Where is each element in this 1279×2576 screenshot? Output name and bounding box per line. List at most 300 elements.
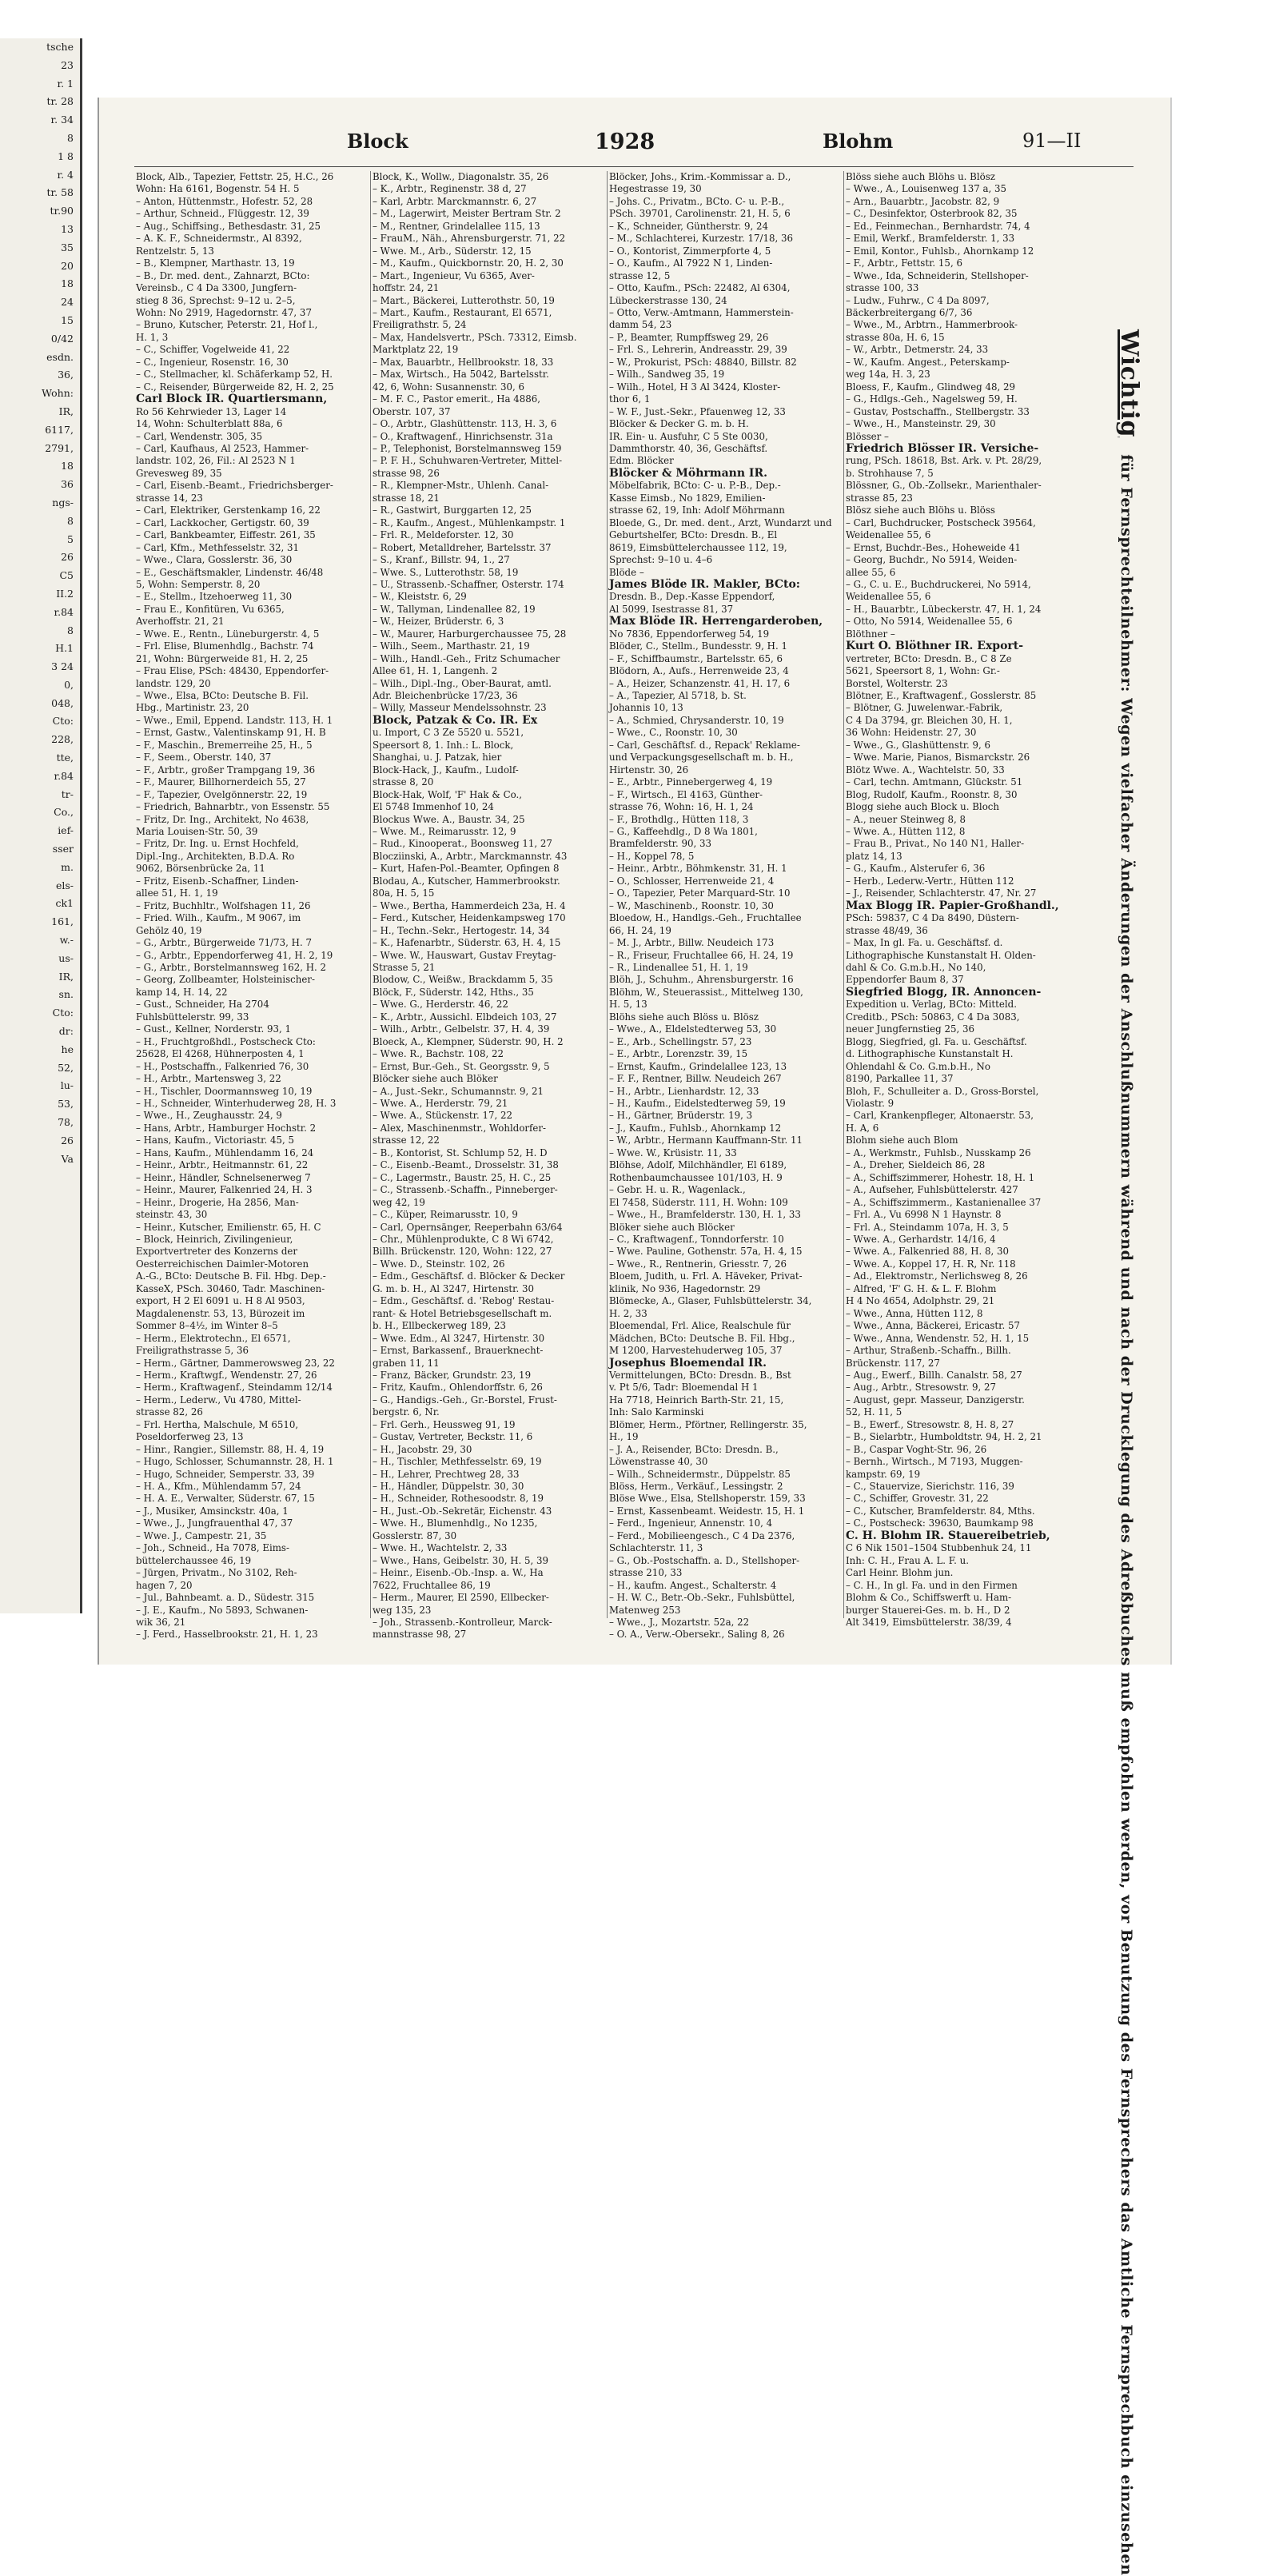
- directory-entry: – H. A., Kfm., Mühlendamm 57, 24: [136, 1481, 301, 1493]
- directory-entry: – Arn., Bauarbtr., Jacobstr. 82, 9: [846, 195, 1000, 207]
- prev-page-fragment: 18: [61, 277, 74, 290]
- directory-entry: Oesterreichischen Daimler-Motoren: [136, 1258, 309, 1270]
- directory-entry: damm 54, 23: [609, 319, 672, 331]
- sidebar-body: für Fernsprechteilnehmer: Wegen vielfacher Änderungen der Anschlußnummern während und nach der Drucklegung des Adreßbuches muß empfohlen werden, vor Benutzung des Fernsprechers das Amtliche Fernsprechbuch einzusehen: [1118, 454, 1135, 2576]
- directory-entry: – Arthur, Straßenb.-Schaffn., Billh.: [846, 1345, 1011, 1357]
- directory-entry: – C. H., In gl. Fa. und in den Firmen: [846, 1579, 1018, 1591]
- directory-entry: – Wwe. E., Rentn., Lüneburgerstr. 4, 5: [136, 628, 320, 640]
- directory-entry: – Georg, Buchdr., No 5914, Weiden-: [846, 554, 1018, 566]
- directory-entry: – Wwe., Anna, Hütten 112, 8: [846, 1307, 983, 1319]
- directory-entry: – August, gepr. Masseur, Danzigerstr.: [846, 1394, 1025, 1406]
- directory-entry: – Gust., Kellner, Norderstr. 93, 1: [136, 1023, 292, 1035]
- directory-entry: Block-Hak, Wolf, 'F' Hak & Co.,: [373, 788, 523, 800]
- directory-entry: – O., Kraftwagenf., Hinrichsenstr. 31a: [373, 430, 553, 442]
- directory-entry: – Wwe., Anna, Wendenstr. 52, H. 1, 15: [846, 1332, 1030, 1344]
- page-number: 91—II: [1022, 130, 1082, 152]
- directory-entry: v. Pt 5/6, Tadr: Bloemendal H 1: [609, 1382, 759, 1394]
- prev-page-fragment: he: [61, 1043, 74, 1055]
- directory-entry: C 6 Nik 1501–1504 Stubbenhuk 24, 11: [846, 1542, 1032, 1554]
- directory-entry: – Wwe., Emil, Eppend. Landstr. 113, H. 1: [136, 714, 333, 726]
- directory-entry: – Emil, Kontor., Fuhlsb., Ahornkamp 12: [846, 245, 1034, 257]
- directory-entry: – Mart., Kaufm., Restaurant, El 6571,: [373, 306, 552, 318]
- prev-page-fragment: 53,: [58, 1098, 74, 1111]
- directory-entry: – Wwe., H., Bramfelderstr. 130, H. 1, 33: [609, 1209, 801, 1221]
- directory-entry: strasse 12, 22: [373, 1134, 440, 1146]
- directory-entry: – H., Just.-Ob.-Sekretär, Eichenstr. 43: [373, 1505, 552, 1517]
- directory-entry: PSch: 59837, C 4 Da 8490, Düstern-: [846, 912, 1019, 924]
- prev-page-fragment: 2791,: [45, 441, 74, 454]
- directory-entry: – Otto, No 5914, Weidenallee 55, 6: [846, 616, 1013, 628]
- directory-entry: Sommer 8–4½, im Winter 8–5: [136, 1320, 278, 1332]
- directory-entry: Blötner, E., Kraftwagenf., Gosslerstr. 85: [846, 690, 1037, 702]
- directory-entry: – Wwe. D., Steinstr. 102, 26: [373, 1258, 505, 1270]
- directory-entry: – Wwe., A., Louisenweg 137 a, 35: [846, 183, 1007, 195]
- directory-entry: – P., Beamter, Rumpffsweg 29, 26: [609, 331, 769, 343]
- directory-entry: – A., Tapezier, Al 5718, b. St.: [609, 690, 747, 702]
- directory-entry: Max Blogg IR. Papier-Großhandl.,: [846, 899, 1059, 912]
- directory-entry: Blöcker & Möhrmann IR.: [609, 466, 767, 480]
- directory-entry: – O. A., Verw.-Obersekr., Saling 8, 26: [609, 1629, 785, 1641]
- prev-page-fragment: r. 4: [57, 168, 74, 181]
- directory-entry: – Heinr., Kutscher, Emilienstr. 65, H. C: [136, 1221, 321, 1233]
- directory-entry: 80a, H. 5, 15: [373, 887, 435, 899]
- directory-entry: thor 6, 1: [609, 393, 651, 405]
- directory-entry: Bloeck, A., Klempner, Süderstr. 90, H. 2: [373, 1035, 564, 1047]
- directory-entry: – H. A. E., Verwalter, Süderstr. 67, 15: [136, 1493, 315, 1505]
- directory-entry: Blöss, Herm., Verkäuf., Lessingstr. 2: [609, 1481, 783, 1493]
- directory-entry: Averhoffstr. 21, 21: [136, 616, 225, 628]
- directory-entry: – Bernh., Wirtsch., M 7193, Muggen-: [846, 1456, 1023, 1468]
- directory-entry: strasse 18, 21: [373, 492, 440, 504]
- directory-entry: – Otto, Kaufm., PSch: 22482, Al 6304,: [609, 282, 791, 294]
- directory-entry: – Aug., Schiffsing., Bethesdastr. 31, 25: [136, 220, 321, 232]
- directory-entry: Blodau, A., Kutscher, Hammerbrookstr.: [373, 875, 560, 887]
- directory-entry: Gosslerstr. 87, 30: [373, 1529, 457, 1541]
- directory-entry: Inh: C. H., Frau A. L. F. u.: [846, 1554, 969, 1566]
- directory-entry: Möbelfabrik, BCto: C- u. P.-B., Dep.-: [609, 480, 781, 492]
- directory-entry: Dresdn. B., Dep.-Kasse Eppendorf,: [609, 591, 775, 603]
- directory-entry: vertreter, BCto: Dresdn. B., C 8 Ze: [846, 652, 1012, 664]
- column-divider: [370, 171, 371, 1618]
- directory-entry: – R., Kaufm., Angest., Mühlenkampstr. 1: [373, 516, 566, 528]
- directory-entry: Block, K., Wollw., Diagonalstr. 35, 26: [373, 171, 549, 182]
- directory-entry: neuer Jungfernstieg 25, 36: [846, 1023, 974, 1035]
- directory-entry: – O., Kaufm., Al 7922 N 1, Linden-: [609, 257, 773, 269]
- directory-entry: – Joh., Schneid., Ha 7078, Eims-: [136, 1542, 289, 1554]
- directory-entry: – Gustav, Postschaffn., Stellbergstr. 33: [846, 405, 1030, 417]
- directory-entry: – F., Arbtr., Fettstr. 15, 6: [846, 257, 962, 269]
- directory-entry: dahl & Co. G.m.b.H., No 140,: [846, 962, 986, 973]
- directory-entry: d. Lithographische Kunstanstalt H.: [846, 1048, 1014, 1060]
- directory-entry: – G., Kaufm., Alsterufer 6, 36: [846, 863, 986, 875]
- directory-entry: Fuhlsbüttelerstr. 99, 33: [136, 1011, 249, 1023]
- directory-entry: landstr. 129, 20: [136, 677, 211, 689]
- directory-entry: Bloemendal, Frl. Alice, Realschule für: [609, 1320, 791, 1332]
- directory-entry: – A., neuer Steinweg 8, 8: [846, 813, 966, 825]
- directory-entry: stieg 8 36, Sprechst: 9–12 u. 2–5,: [136, 294, 296, 306]
- directory-entry: Brückenstr. 117, 27: [846, 1357, 940, 1369]
- directory-entry: strasse 76, Wohn: 16, H. 1, 24: [609, 801, 754, 813]
- prev-page-fragment: lu-: [60, 1079, 74, 1092]
- directory-entry: – Ferd., Ingenieur, Annenstr. 10, 4: [609, 1517, 773, 1529]
- directory-entry: Blömecke, A., Glaser, Fuhlsbüttelerstr. 34,: [609, 1295, 812, 1307]
- directory-entry: – H., kaufm. Angest., Schalterstr. 4: [609, 1579, 777, 1591]
- prev-page-fragment: C5: [59, 569, 74, 582]
- directory-entry: steinstr. 43, 30: [136, 1209, 208, 1221]
- directory-entry: – C., Desinfektor, Osterbrook 82, 35: [846, 208, 1018, 220]
- directory-entry: Borstel, Wolterstr. 23: [846, 677, 948, 689]
- directory-entry: 8190, Parkallee 11, 37: [846, 1073, 954, 1085]
- directory-entry: hagen 7, 20: [136, 1579, 193, 1591]
- directory-entry: – Frl. A., Vu 6998 N 1 Haynstr. 8: [846, 1209, 1002, 1221]
- directory-entry: – S., Kranf., Billstr. 94, 1., 27: [373, 554, 510, 566]
- directory-entry: – Wwe. S., Lutterothstr. 58, 19: [373, 566, 519, 578]
- directory-entry: – Aug., Arbtr., Stresowstr. 9, 27: [846, 1382, 996, 1394]
- prev-page-fragment: II.2: [56, 587, 74, 600]
- directory-entry: – K., Arbtr., Reginenstr. 38 d, 27: [373, 183, 527, 195]
- directory-entry: – H. W. C., Betr.-Ob.-Sekr., Fuhlsbüttel,: [609, 1592, 795, 1604]
- directory-entry: – Wwe., A., Eldelstedterweg 53, 30: [609, 1023, 777, 1035]
- directory-entry: – Wwe. J., Campestr. 21, 35: [136, 1529, 267, 1541]
- directory-entry: – Carl, Kaufhaus, Al 2523, Hammer-: [136, 442, 309, 454]
- directory-entry: – H., Bauarbtr., Lübeckerstr. 47, H. 1, 24: [846, 603, 1042, 615]
- prev-page-fragment: 8: [67, 514, 74, 527]
- directory-entry: – Carl, Krankenpfleger, Altonaerstr. 53,: [846, 1110, 1034, 1122]
- directory-entry: u. Import, C 3 Ze 5520 u. 5521,: [373, 727, 524, 739]
- directory-entry: Block-Hack, J., Kaufm., Ludolf-: [373, 764, 519, 776]
- prev-page-fragment: 8: [67, 131, 74, 144]
- directory-entry: – B., Dr. med. dent., Zahnarzt, BCto:: [136, 269, 310, 281]
- column-4: [846, 171, 1078, 1629]
- prev-page-fragment: 1 8: [58, 150, 74, 162]
- directory-entry: – H., Schneider, Rothesoodstr. 8, 19: [373, 1493, 544, 1505]
- directory-entry: – M., Schlachterei, Kurzestr. 17/18, 36: [609, 233, 794, 245]
- directory-entry: – Ernst, Gastw., Valentinskamp 91, H. B: [136, 727, 326, 739]
- directory-entry: – H., Jacobstr. 29, 30: [373, 1443, 472, 1455]
- prev-page-fragment: ck1: [55, 897, 74, 910]
- prev-page-fragment: 20: [61, 259, 74, 272]
- directory-entry: – Herm., Maurer, El 2590, Ellbecker-: [373, 1592, 549, 1604]
- directory-entry: Rentzelstr. 5, 13: [136, 245, 214, 257]
- directory-entry: KasseX, PSch. 30460, Tadr. Maschinen-: [136, 1282, 325, 1294]
- directory-entry: – Fritz, Dr. Ing., Architekt, No 4638,: [136, 813, 309, 825]
- directory-entry: C. H. Blohm IR. Stauereibetrieb,: [846, 1529, 1050, 1542]
- directory-entry: – Wwe., R., Rentnerin, Griesstr. 7, 26: [609, 1258, 787, 1270]
- directory-entry: – Hinr., Rangier., Sillemstr. 88, H. 4, 19: [136, 1443, 325, 1455]
- directory-entry: – A. K. F., Schneidermstr., Al 8392,: [136, 233, 302, 245]
- directory-entry: – Alex, Maschinenmstr., Wohldorfer-: [373, 1122, 547, 1134]
- directory-entry: Matenweg 253: [609, 1604, 681, 1616]
- column-2: [373, 171, 604, 1641]
- directory-entry: – G., Ob.-Postschaffn. a. D., Stellshoper-: [609, 1554, 800, 1566]
- directory-entry: – W., Tallyman, Lindenallee 82, 19: [373, 603, 536, 615]
- directory-entry: Blöse Wwe., Elsa, Stellshoperstr. 159, 33: [609, 1493, 806, 1505]
- directory-entry: – C., Reisender, Bürgerweide 82, H. 2, 25: [136, 381, 334, 393]
- prev-page-fragment: ngs-: [52, 496, 74, 508]
- prev-page-fragment: els-: [55, 879, 74, 891]
- directory-entry: Blösz siehe auch Blöhs u. Blöss: [846, 504, 995, 516]
- directory-entry: Oberstr. 107, 37: [373, 405, 451, 417]
- directory-entry: Ha 7718, Heinrich Barth-Str. 21, 15,: [609, 1394, 784, 1406]
- directory-entry: – W., Maschinenb., Roonstr. 10, 30: [609, 899, 774, 911]
- directory-entry: – Ad., Elektromstr., Nerlichsweg 8, 26: [846, 1270, 1028, 1282]
- directory-entry: – W., Arbtr., Detmerstr. 24, 33: [846, 344, 989, 356]
- directory-entry: strasse 12, 5: [609, 269, 671, 281]
- directory-entry: Alt 3419, Eimsbüttelerstr. 38/39, 4: [846, 1617, 1012, 1629]
- prev-page-fragment: Cto:: [52, 715, 74, 728]
- directory-entry: – Heinr., Händler, Schnelsenerweg 7: [136, 1171, 311, 1183]
- directory-entry: Löwenstrasse 40, 30: [609, 1456, 708, 1468]
- directory-entry: – Wwe., Anna, Bäckerei, Ericastr. 57: [846, 1320, 1020, 1332]
- header-rule: [134, 166, 1134, 167]
- directory-entry: – Wwe. A., Gerhardstr. 14/16, 4: [846, 1233, 996, 1245]
- directory-entry: – B., Ewerf., Stresowstr. 8, H. 8, 27: [846, 1418, 1014, 1430]
- directory-entry: – C., Postscheck: 39630, Baumkamp 98: [846, 1517, 1034, 1529]
- directory-entry: – Wwe. H., Wachtelstr. 2, 33: [373, 1542, 508, 1554]
- directory-entry: – Mart., Ingenieur, Vu 6365, Aver-: [373, 269, 535, 281]
- directory-entry: Dipl.-Ing., Architekten, B.D.A. Ro: [136, 850, 295, 862]
- directory-entry: kamp 14, H. 14, 22: [136, 986, 228, 998]
- directory-entry: – O., Tapezier, Peter Marquard-Str. 10: [609, 887, 791, 899]
- directory-entry: 9062, Börsenbrücke 2a, 11: [136, 863, 265, 875]
- directory-entry: – H., Koppel 78, 5: [609, 850, 695, 862]
- directory-entry: Friedrich Blösser IR. Versiche-: [846, 441, 1039, 455]
- directory-entry: Blog, Rudolf, Kaufm., Roonstr. 8, 30: [846, 788, 1018, 800]
- directory-entry: – E., Arb., Schellingstr. 57, 23: [609, 1035, 752, 1047]
- directory-entry: – Wwe. R., Bachstr. 108, 22: [373, 1048, 504, 1060]
- directory-entry: – A., Schmied, Chrysanderstr. 10, 19: [609, 714, 784, 726]
- directory-entry: – M. J., Arbtr., Billw. Neudeich 173: [609, 937, 775, 949]
- prev-page-fragment: 0,: [64, 678, 74, 691]
- directory-entry: – C., Ingenieur, Rosenstr. 16, 30: [136, 356, 289, 368]
- directory-entry: – Ludw., Fuhrw., C 4 Da 8097,: [846, 294, 990, 306]
- directory-entry: Grevesweg 89, 35: [136, 467, 222, 479]
- directory-entry: – J., Reisender, Schlachterstr. 47, Nr. 27: [846, 887, 1037, 899]
- sidebar-notice-text: [1115, 329, 1143, 2576]
- directory-entry: – Wwe., Clara, Gosslerstr. 36, 30: [136, 554, 293, 566]
- directory-entry: – Fritz, Eisenb.-Schaffner, Linden-: [136, 875, 299, 887]
- directory-entry: mannstrasse 98, 27: [373, 1629, 467, 1641]
- directory-entry: Ro 56 Kehrwieder 13, Lager 14: [136, 405, 287, 417]
- directory-entry: – Wwe., J., Jungfrauenthal 47, 37: [136, 1517, 293, 1529]
- directory-entry: Maria Louisen-Str. 50, 39: [136, 826, 258, 838]
- directory-entry: – Ernst, Bur.-Geh., St. Georgsstr. 9, 5: [373, 1060, 550, 1072]
- directory-entry: – Ernst, Barkassenf., Brauerknecht-: [373, 1345, 544, 1357]
- directory-entry: – Willy, Masseur Mendelssohnstr. 23: [373, 702, 547, 714]
- directory-entry: – Carl, Opernsänger, Reeperbahn 63/64: [373, 1221, 563, 1233]
- prev-page-fragment: tte,: [56, 752, 74, 764]
- prev-page-fragment: 0/42: [50, 332, 74, 345]
- prev-page-fragment: IR,: [58, 970, 74, 983]
- directory-entry: – Wwe., G., Glashüttenstr. 9, 6: [846, 739, 991, 751]
- prev-page-fragment: 24: [61, 296, 74, 309]
- directory-entry: – Wilh., Handl.-Geh., Fritz Schumacher: [373, 652, 560, 664]
- directory-entry: Blöcker siehe auch Blöker: [373, 1073, 498, 1085]
- directory-entry: Eppendorfer Baum 8, 37: [846, 974, 964, 986]
- directory-entry: Bäckerbreitergang 6/7, 36: [846, 306, 973, 318]
- directory-entry: – Wwe., C., Roonstr. 10, 30: [609, 727, 738, 739]
- prev-page-fragment: 26: [61, 551, 74, 564]
- directory-entry: – Bruno, Kutscher, Peterstr. 21, Hof l.,: [136, 319, 318, 331]
- directory-entry: – Georg, Zollbeamter, Holsteinischer-: [136, 974, 315, 986]
- directory-entry: – A., Dreher, Sieldeich 86, 28: [846, 1159, 986, 1171]
- directory-entry: – P. F. H., Schuhwaren-Vertreter, Mittel-: [373, 455, 563, 467]
- directory-entry: – Frau Elise, PSch: 48430, Eppendorfer-: [136, 665, 329, 677]
- directory-entry: – W., Maurer, Harburgerchaussee 75, 28: [373, 628, 567, 640]
- prev-page-fragment: 161,: [51, 915, 74, 928]
- directory-entry: – Edm., Geschäftsf. d. 'Rebog' Restau-: [373, 1295, 555, 1307]
- directory-entry: – Max, Bauarbtr., Hellbrookstr. 18, 33: [373, 356, 554, 368]
- directory-entry: – Wwe. A., Stückenstr. 17, 22: [373, 1110, 513, 1122]
- directory-entry: strasse 14, 23: [136, 492, 203, 504]
- directory-entry: – O., Arbtr., Glashüttenstr. 113, H. 3, 6: [373, 418, 557, 430]
- prev-page-fragment: tr.90: [50, 205, 74, 217]
- directory-entry: Blohm siehe auch Blom: [846, 1134, 958, 1146]
- directory-entry: – Ferd., Mobilieengesch., C 4 Da 2376,: [609, 1529, 795, 1541]
- directory-entry: – C., Lagermstr., Baustr. 25, H. C., 25: [373, 1171, 552, 1183]
- directory-entry: – M. F. C., Pastor emerit., Ha 4886,: [373, 393, 541, 405]
- directory-entry: – Hans, Arbtr., Hamburger Hochstr. 2: [136, 1122, 317, 1134]
- directory-entry: H. A, 6: [846, 1122, 879, 1134]
- directory-entry: Siegfried Blogg, IR. Annoncen-: [846, 985, 1042, 999]
- directory-entry: El 5748 Immenhof 10, 24: [373, 801, 494, 813]
- directory-entry: Bramfelderstr. 90, 33: [609, 838, 711, 850]
- directory-entry: – Hans, Kaufm., Mühlendamm 16, 24: [136, 1146, 314, 1158]
- prev-page-fragment: r. 34: [50, 114, 74, 126]
- directory-entry: allee 55, 6: [846, 566, 896, 578]
- directory-entry: Blöcker & Decker G. m. b. H.: [609, 418, 749, 430]
- directory-entry: – Frl. Gerh., Heussweg 91, 19: [373, 1418, 516, 1430]
- directory-entry: – Gust., Schneider, Ha 2704: [136, 999, 269, 1011]
- directory-entry: Lithographische Kunstanstalt H. Olden-: [846, 949, 1036, 961]
- directory-entry: H. 2, 33: [609, 1307, 647, 1319]
- directory-entry: – B., Sielarbtr., Humboldtstr. 94, H. 2, 21: [846, 1431, 1042, 1443]
- directory-entry: – Frl. Hertha, Malschule, M 6510,: [136, 1418, 299, 1430]
- directory-entry: – C., Stellmacher, kl. Schäferkamp 52, H.: [136, 369, 333, 381]
- directory-entry: Poseldorferweg 23, 13: [136, 1431, 244, 1443]
- directory-entry: Rothenbaumchaussee 101/103, H. 9: [609, 1171, 783, 1183]
- directory-entry: – A., Just.-Sekr., Schumannstr. 9, 21: [373, 1085, 544, 1097]
- directory-entry: – Blötner, G. Juwelenwar.-Fabrik,: [846, 702, 1003, 714]
- prev-page-fragment: 6117,: [45, 423, 74, 436]
- directory-entry: hoffstr. 24, 21: [373, 282, 440, 294]
- directory-entry: strasse 100, 33: [846, 282, 919, 294]
- directory-entry: Blöck, F., Süderstr. 142, Hths., 35: [373, 986, 534, 998]
- header-last-entry: Blohm: [823, 130, 894, 153]
- directory-entry: weg 14a, H. 3, 23: [846, 369, 930, 381]
- directory-entry: Shanghai, u. J. Patzak, hier: [373, 752, 502, 764]
- directory-entry: – Wwe. W., Hauswart, Gustav Freytag-: [373, 949, 556, 961]
- directory-entry: – Fried. Wilh., Kaufm., M 9067, im: [136, 912, 301, 924]
- directory-entry: – Jürgen, Privatm., No 3102, Reh-: [136, 1567, 297, 1579]
- directory-entry: El 7458, Süderstr. 111, H. Wohn: 109: [609, 1196, 788, 1208]
- directory-entry: Freiligrathstr. 5, 24: [373, 319, 467, 331]
- directory-entry: – E., Arbtr., Pinnebergerweg 4, 19: [609, 776, 773, 788]
- directory-entry: landstr. 102, 26, Fil.: Al 2523 N 1: [136, 455, 296, 467]
- directory-entry: Johannis 10, 13: [609, 702, 683, 714]
- directory-entry: – J., Musiker, Amsinckstr. 40a, 1: [136, 1505, 289, 1517]
- directory-entry: 25628, El 4268, Hühnerposten 4, 1: [136, 1048, 305, 1060]
- directory-entry: – Robert, Metalldreher, Bartelsstr. 37: [373, 541, 552, 553]
- directory-entry: kampstr. 69, 19: [846, 1468, 921, 1480]
- directory-entry: – K., Hafenarbtr., Süderstr. 63, H. 4, 15: [373, 937, 561, 949]
- directory-entry: – Ernst, Kaufm., Grindelallee 123, 13: [609, 1060, 787, 1072]
- directory-entry: – H., Tischler, Methfesselstr. 69, 19: [373, 1456, 542, 1468]
- directory-entry: Freiligrathstrasse 5, 36: [136, 1345, 249, 1357]
- directory-entry: C 4 Da 3794, gr. Bleichen 30, H. 1,: [846, 714, 1013, 726]
- directory-entry: Blöder, C., Stellm., Bundesstr. 9, H. 1: [609, 640, 787, 652]
- directory-entry: bergstr. 6, Nr.: [373, 1406, 440, 1418]
- directory-entry: Blohm & Co., Schiffswerft u. Ham-: [846, 1592, 1012, 1604]
- directory-entry: M 1200, Harvestehuderweg 105, 37: [609, 1345, 783, 1357]
- directory-entry: Vermittelungen, BCto: Dresdn. B., Bst: [609, 1369, 791, 1381]
- directory-entry: – Wwe. A., Hütten 112, 8: [846, 826, 966, 838]
- directory-entry: Schlachterstr. 11, 3: [609, 1542, 703, 1554]
- directory-entry: Strasse 5, 21: [373, 962, 436, 973]
- directory-entry: – R., Gastwirt, Burggarten 12, 25: [373, 504, 532, 516]
- directory-entry: – Wwe. A., Koppel 17, H. R, Nr. 118: [846, 1258, 1016, 1270]
- directory-entry: – Heinr., Eisenb.-Ob.-Insp. a. W., Ha: [373, 1567, 544, 1579]
- sidebar-notice: [1087, 329, 1167, 2576]
- directory-entry: – C., Eisenb.-Beamt., Drosselstr. 31, 38: [373, 1159, 559, 1171]
- prev-page-fragment: Va: [61, 1152, 74, 1165]
- directory-entry: – Franz, Bäcker, Grundstr. 23, 19: [373, 1369, 532, 1381]
- prev-page-fragment: 23: [61, 58, 74, 71]
- directory-entry: – Chr., Mühlenprodukte, C 8 Wi 6742,: [373, 1233, 554, 1245]
- directory-entry: 42, 6, Wohn: Susannenstr. 30, 6: [373, 381, 525, 393]
- prev-page-fragment: tr. 28: [46, 95, 74, 108]
- directory-entry: – A., Werkmstr., Fuhlsb., Nusskamp 26: [846, 1146, 1031, 1158]
- directory-entry: – Wwe. A., Falkenried 88, H. 8, 30: [846, 1246, 1010, 1258]
- directory-entry: und Verpackungsgesellschaft m. b. H.,: [609, 752, 794, 764]
- directory-entry: – E., Geschäftsmakler, Lindenstr. 46/48: [136, 566, 324, 578]
- directory-entry: – Carl, techn. Amtmann, Glückstr. 51: [846, 776, 1023, 788]
- directory-entry: – W., Kaufm. Angest., Peterskamp-: [846, 356, 1010, 368]
- directory-entry: – Kurt, Hafen-Pol.-Beamter, Opfingen 8: [373, 863, 560, 875]
- directory-entry: – C., Küper, Reimarusstr. 10, 9: [373, 1209, 518, 1221]
- prev-page-fragment: 228,: [51, 733, 74, 746]
- directory-entry: Weidenallee 55, 6: [846, 529, 931, 541]
- directory-entry: Hegestrasse 19, 30: [609, 183, 702, 195]
- directory-entry: – Aug., Ewerf., Billh. Canalstr. 58, 27: [846, 1369, 1022, 1381]
- directory-entry: – H., Lehrer, Prechtweg 28, 33: [373, 1468, 520, 1480]
- directory-entry: 8619, Eimsbüttelerchaussee 112, 19,: [609, 541, 787, 553]
- directory-entry: – Wwe., Ida, Schneiderin, Stellshoper-: [846, 269, 1029, 281]
- directory-entry: A.-G., BCto: Deutsche B. Fil. Hbg. Dep.-: [136, 1270, 326, 1282]
- directory-entry: – G., Hdlgs.-Geh., Nagelsweg 59, H.: [846, 393, 1018, 405]
- directory-entry: Adr. Bleichenbrücke 17/23, 36: [373, 690, 518, 702]
- directory-entry: – Gustav, Vertreter, Beckstr. 11, 6: [373, 1431, 533, 1443]
- prev-page-fragment: r. 1: [57, 77, 74, 90]
- directory-entry: Vereinsb., C 4 Da 3300, Jungfern-: [136, 282, 297, 294]
- directory-entry: – Fritz, Dr. Ing. u. Ernst Hochfeld,: [136, 838, 299, 850]
- prev-page-fragment: 35: [61, 241, 74, 253]
- directory-entry: – A., Aufseher, Fuhlsbüttelerstr. 427: [846, 1184, 1018, 1196]
- directory-entry: – H., Tischler, Doormannsweg 10, 19: [136, 1085, 313, 1097]
- directory-entry: – C., Schiffer, Grovestr. 31, 22: [846, 1493, 989, 1505]
- directory-entry: – Block, Heinrich, Zivilingenieur,: [136, 1233, 293, 1245]
- directory-entry: Creditb., PSch: 50863, C 4 Da 3083,: [846, 1011, 1020, 1023]
- directory-entry: – C., Stauervize, Sierichstr. 116, 39: [846, 1481, 1014, 1493]
- directory-entry: 21, Wohn: Bürgerweide 81, H. 2, 25: [136, 652, 309, 664]
- directory-entry: wik 36, 21: [136, 1617, 186, 1629]
- directory-entry: – Carl, Buchdrucker, Postscheck 39564,: [846, 516, 1036, 528]
- directory-entry: Blöss siehe auch Blöhs u. Blösz: [846, 171, 995, 182]
- directory-entry: – Hugo, Schneider, Semperstr. 33, 39: [136, 1468, 315, 1480]
- directory-entry: Blömer, Herm., Pförtner, Rellingerstr. 35,: [609, 1418, 807, 1430]
- directory-entry: – Herb., Lederw.-Vertr., Hütten 112: [846, 875, 1014, 887]
- directory-entry: rant- & Hotel Betriebsgesellschaft m.: [373, 1307, 552, 1319]
